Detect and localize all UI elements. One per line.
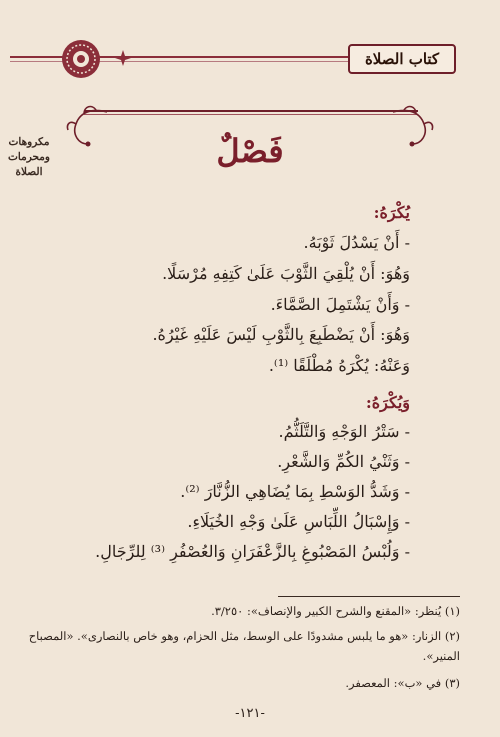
body-line: وَعَنْهُ: يُكْرَهُ مُطْلَقًا ⁽¹⁾. — [268, 356, 410, 375]
footnote: (١) يُنظر: «المقنع والشرح الكبير والإنصاف»: ٣/٢٥٠. — [211, 604, 460, 618]
footnote: (٣) في «ب»: المعصفر. — [345, 676, 460, 690]
body-line: - وَلُبْسُ المَصْبُوغِ بِالزَّعْفَرَانِ وَالعُصْفُرِ ⁽³⁾ لِلرِّجَالِ. — [95, 542, 410, 561]
footnote: المنير». — [422, 649, 460, 663]
margin-note-line: الصلاة — [15, 166, 43, 178]
page-number: -١٢١- — [235, 706, 265, 721]
section-frame-rule-thin — [84, 114, 418, 115]
book-title — [348, 44, 456, 74]
margin-note-line: ومحرمات — [8, 151, 50, 163]
margin-note-line: مكروهات — [8, 136, 50, 148]
body-line: - وَشَدُّ الوَسْطِ بِمَا يُضَاهِي الزُّنَّارَ ⁽²⁾. — [180, 482, 410, 501]
body-line: وَهُوَ: أَنْ يُلْقِيَ الثَّوْبَ عَلَىٰ كَتِفِهِ مُرْسَلًا. — [162, 264, 410, 283]
footnote: (٢) الزنار: «هو ما يلبس مشدودًا على الوسط، مثل الحزام، وهو خاص بالنصارى». «المصباح — [28, 629, 460, 643]
body-line: - سَتْرُ الوَجْهِ وَالتَّلَثُّمُ. — [278, 422, 410, 441]
book-title-text: كتاب الصلاة — [364, 50, 440, 68]
small-rosette-icon — [115, 50, 131, 66]
body-line: - وَثَنْيُ الكُمِّ وَالشَّعْرِ. — [277, 452, 410, 471]
section-title: فَصْلٌ — [216, 132, 284, 170]
body-line: وَهُوَ: أَنْ يَضْطَبِعَ بِالثَّوْبِ لَيْسَ عَلَيْهِ غَيْرُهُ. — [152, 325, 410, 344]
body-line: - وَأَنْ يَشْتَمِلَ الصَّمَّاءَ. — [270, 295, 410, 314]
section-frame-rule — [84, 110, 418, 112]
footnote-rule — [278, 596, 460, 597]
body-line: - وَإِسْبَالُ اللِّبَاسِ عَلَىٰ وَجْهِ الخُيَلَاءِ. — [187, 512, 410, 531]
body-heading: يُكْرَهُ: — [373, 203, 410, 222]
rosette-ornament-icon — [60, 38, 102, 80]
body-heading: وَيُكْرَهُ: — [365, 393, 410, 412]
body-line: - أَنْ يَسْدُلَ ثَوْبَهُ. — [303, 233, 410, 252]
margin-note — [0, 135, 58, 180]
